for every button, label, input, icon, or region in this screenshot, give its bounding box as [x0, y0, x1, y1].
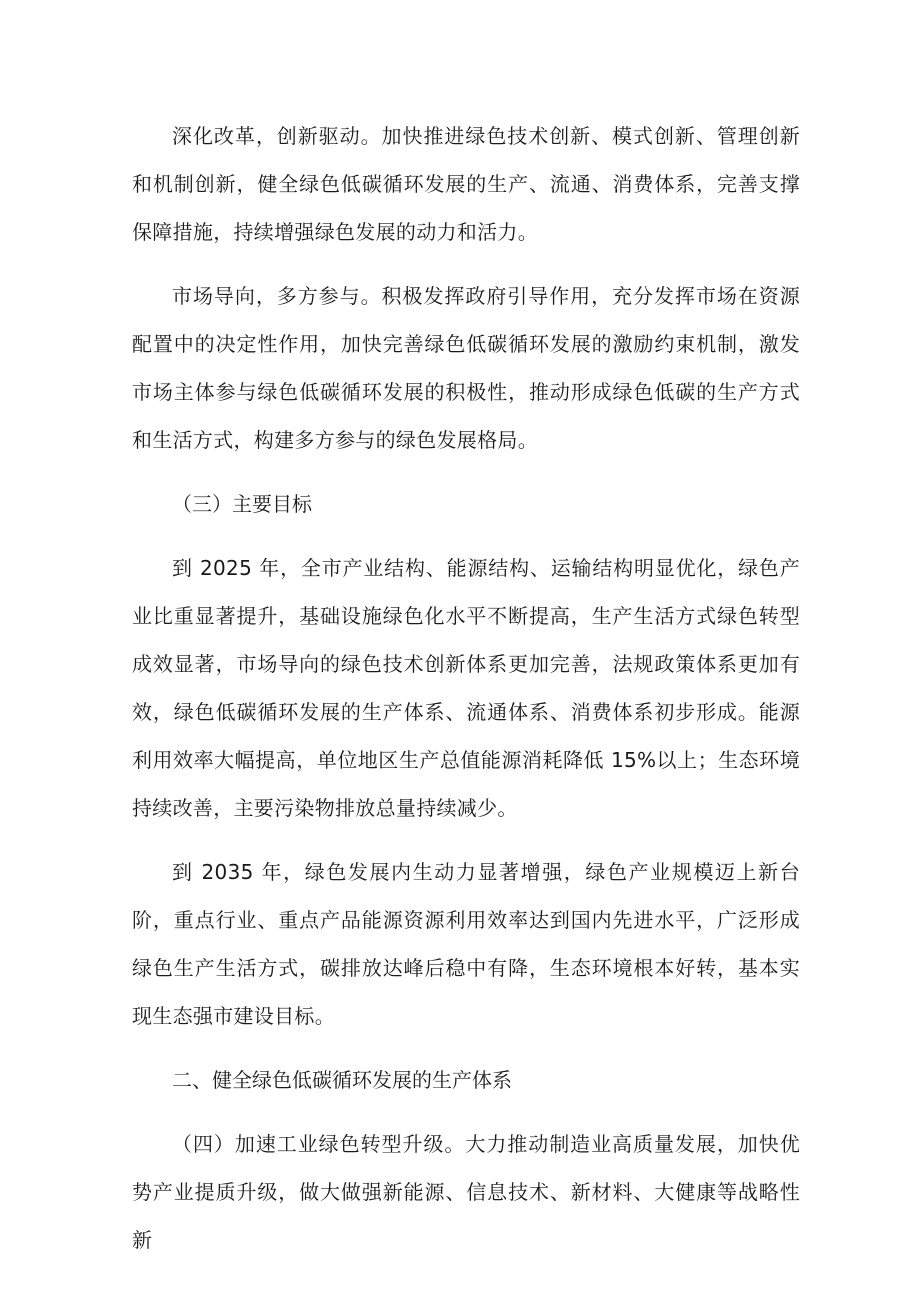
paragraph-goal-2035: 到 2035 年，绿色发展内生动力显著增强，绿色产业规模迈上新台阶，重点行业、重点产品能源资源利用效率达到国内先进水平，广泛形成绿色生产生活方式，碳排放达峰后稳中有降，生态环境根本好转，基本实现生态强市建设目标。 [132, 860, 800, 1028]
document-body [132, 112, 800, 1280]
paragraph-reform-innovation: 深化改革，创新驱动。加快推进绿色技术创新、模式创新、管理创新和机制创新，健全绿色低碳循环发展的生产、流通、消费体系，完善支撑保障措施，持续增强绿色发展的动力和活力。 [132, 124, 800, 244]
section-heading-main-goals: （三）主要目标 [172, 492, 312, 516]
paragraph-industrial-upgrade: （四）加速工业绿色转型升级。大力推动制造业高质量发展，加快优势产业提质升级，做大做强新能源、信息技术、新材料、大健康等战略性新 [132, 1132, 800, 1252]
section-heading-production-system: 二、健全绿色低碳循环发展的生产体系 [172, 1068, 512, 1092]
paragraph-goal-2025: 到 2025 年，全市产业结构、能源结构、运输结构明显优化，绿色产业比重显著提升，基础设施绿色化水平不断提高，生产生活方式绿色转型成效显著，市场导向的绿色技术创新体系更加完善，法规政策体系更加有效，绿色低碳循环发展的生产体系、流通体系、消费体系初步形成。能源利用效率大幅提高，单位地区生产总值能源消耗降低 15%以上；生态环境持续改善，主要污染物排放总量持续减少。 [132, 556, 800, 820]
paragraph-market-oriented: 市场导向，多方参与。积极发挥政府引导作用，充分发挥市场在资源配置中的决定性作用，加快完善绿色低碳循环发展的激励约束机制，激发市场主体参与绿色低碳循环发展的积极性，推动形成绿色低碳的生产方式和生活方式，构建多方参与的绿色发展格局。 [132, 284, 800, 452]
